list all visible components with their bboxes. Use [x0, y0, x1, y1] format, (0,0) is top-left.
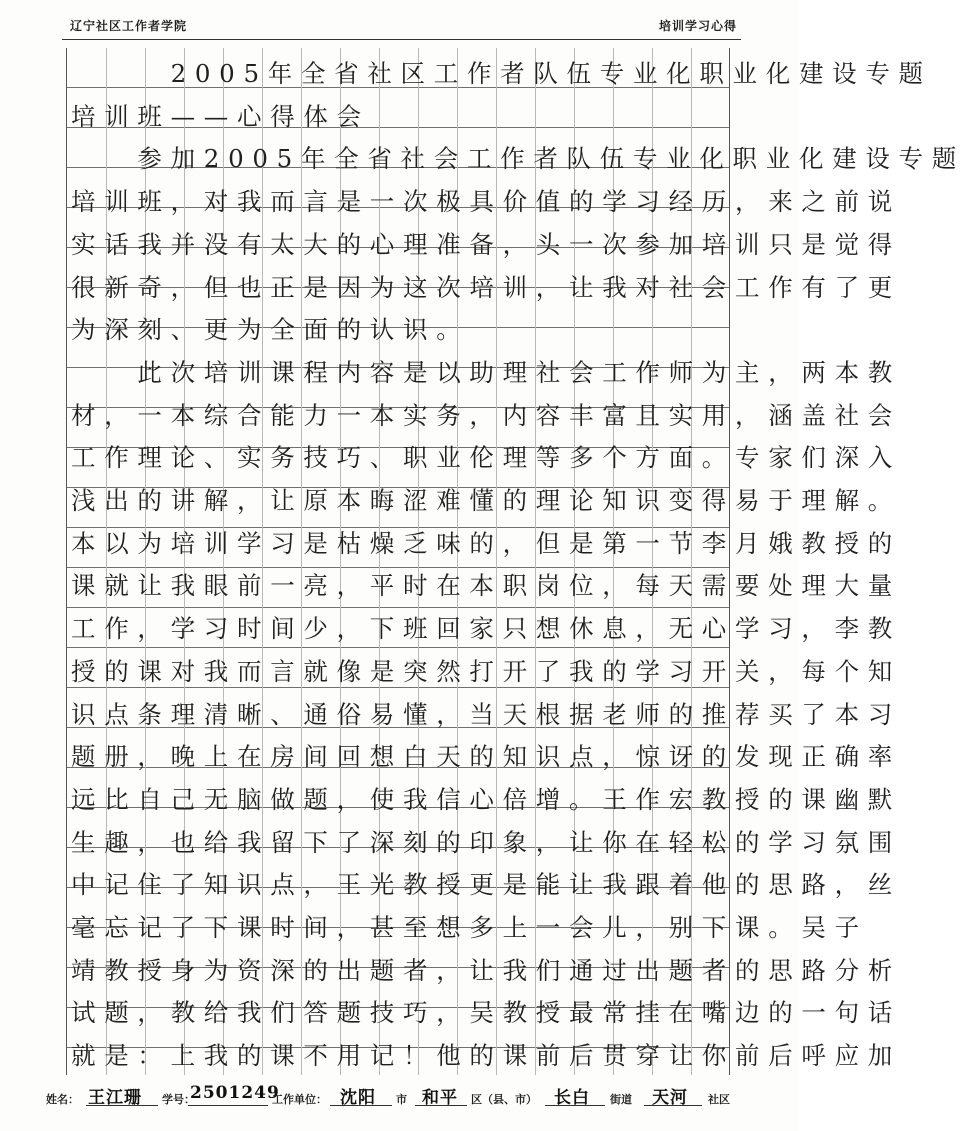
essay-body: [67, 48, 965, 1075]
essay-line: 课就让我眼前一亮，平时在本职岗位，每天需要处理大量: [71, 571, 901, 601]
essay-line: 中记住了知识点，王光教授更是能让我跟着他的思路，丝: [71, 870, 901, 900]
community-label: 社区: [708, 1093, 730, 1106]
essay-line: 题册，晚上在房间回想白天的知识点，惊讶的发现正确率: [71, 742, 901, 772]
district-label: 区（县、市）: [471, 1093, 537, 1106]
city-label: 市: [396, 1093, 407, 1106]
essay-line: 实话我并没有太大的心理准备，头一次参加培训只是觉得: [71, 229, 901, 259]
essay-line: 授的课对我而言就像是突然打开了我的学习开关，每个知: [71, 656, 901, 686]
manuscript-grid: [66, 48, 965, 1075]
street-underline: [545, 1105, 605, 1106]
essay-line: 很新奇，但也正是因为这次培训，让我对社会工作有了更: [71, 272, 901, 302]
essay-line: 浅出的讲解，让原本晦涩难懂的理论知识变得易于理解。: [71, 486, 901, 515]
community-value: 天河: [652, 1088, 688, 1108]
essay-line: 此次培训课程内容是以助理社会工作师为主，两本教: [71, 357, 901, 387]
name-underline: [86, 1105, 158, 1106]
essay-line: 工作，学习时间少，下班回家只想休息，无心学习，李教: [71, 614, 901, 644]
district-underline: [415, 1105, 467, 1106]
essay-line: 材，一本综合能力一本实务，内容丰富且实用，涵盖社会: [71, 400, 901, 430]
essay-line: 远比自己无脑做题，使我信心倍增。王作宏教授的课幽默: [71, 784, 901, 814]
author-info-footer: [40, 1083, 760, 1113]
city-value: 沈阳: [340, 1088, 376, 1108]
essay-line: 参加2005年全省社会工作者队伍专业化职业化建设专题: [71, 144, 965, 174]
header-institution: 辽宁社区工作者学院: [70, 19, 188, 33]
essay-line: 生趣，也给我留下了深刻的印象，让你在轻松的学习氛围: [71, 827, 901, 857]
student-id-value: 2501249: [190, 1083, 280, 1103]
district-value: 和平: [422, 1088, 458, 1108]
essay-line: 试题，教给我们答题技巧，吴教授最常挂在嘴边的一句话: [71, 998, 901, 1028]
name-label: 姓名：: [46, 1093, 79, 1106]
street-label: 街道: [610, 1093, 632, 1106]
community-underline: [644, 1105, 702, 1106]
student-id-underline: [188, 1105, 268, 1106]
essay-line: 识点条理清晰、通俗易懂，当天根据老师的推荐买了本习: [71, 699, 901, 729]
header-divider: [62, 39, 741, 40]
city-underline: [330, 1105, 392, 1106]
essay-line: 本以为培训学习是枯燥乏味的，但是第一节李月娥教授的: [71, 528, 901, 558]
essay-line: 毫忘记了下课时间，甚至想多上一会儿，别下课。吴子: [71, 913, 868, 942]
essay-line: 就是：上我的课不用记！他的课前后贯穿让你前后呼应加: [71, 1041, 901, 1071]
essay-line: 2005年全省社区工作者队伍专业化职业化建设专题: [71, 59, 932, 88]
name-value: 王江珊: [88, 1088, 142, 1108]
essay-line: 培训班，对我而言是一次极具价值的学习经历，来之前说: [71, 187, 901, 217]
essay-line: 为深刻、更为全面的认识。: [71, 315, 470, 345]
essay-line: 工作理论、实务技巧、职业伦理等多个方面。专家们深入: [71, 443, 901, 473]
essay-line: 培训班——心得体会: [71, 101, 370, 131]
header-doc-type: 培训学习心得: [658, 19, 737, 33]
essay-line: 靖教授身为资深的出题者，让我们通过出题者的思路分析: [71, 955, 901, 985]
street-value: 长白: [554, 1088, 590, 1108]
work-unit-label: 工作单位：: [272, 1093, 327, 1106]
student-id-label: 学号：: [162, 1093, 195, 1106]
